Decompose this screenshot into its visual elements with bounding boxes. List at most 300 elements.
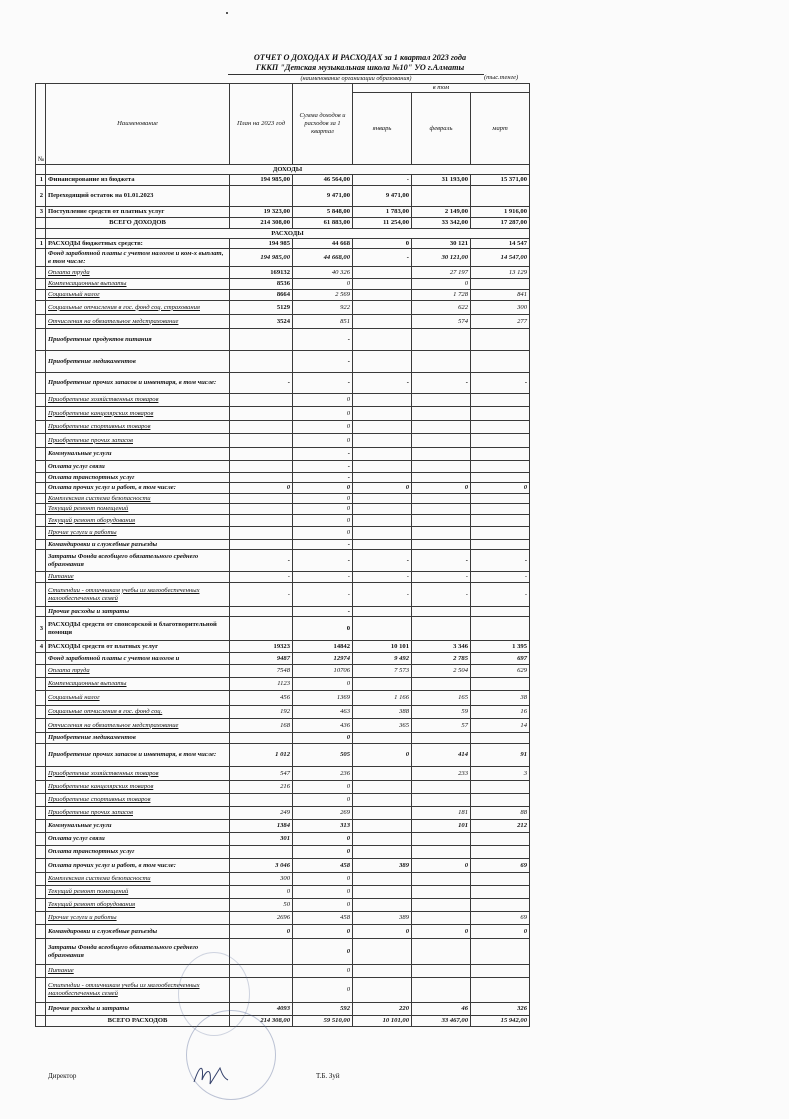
exp-paid-stipend-row <box>36 978 530 1003</box>
expense-total-plan-value: 214 308,00 <box>230 1016 293 1027</box>
exp-paid-transport-january-value <box>353 846 412 859</box>
exp-budget-medins-february-value: 574 <box>412 315 471 329</box>
exp-budget-row <box>36 239 530 249</box>
exp-budget-other-plan-value <box>230 607 293 617</box>
exp-budget-fund-row-number <box>36 550 46 572</box>
exp-paid-travel-january-value: 0 <box>353 925 412 939</box>
exp-budget-other-stock-row-name: Приобретение прочих запасов <box>46 434 230 448</box>
exp-budget-other-services-january-value <box>353 527 412 540</box>
exp-paid-sport-march-value <box>471 794 530 807</box>
exp-budget-comp-january-value <box>353 279 412 290</box>
exp-paid-stationery-row-number <box>36 781 46 794</box>
exp-budget-travel-quarter-sum-value: - <box>293 540 353 550</box>
exp-paid-inventory-row-name: Приобретение прочих запасов и инвентаря, в том числе: <box>46 744 230 767</box>
exp-paid-transport-plan-value <box>230 846 293 859</box>
exp-budget-stipend-january-value: - <box>353 583 412 607</box>
exp-budget-inventory-january-value: - <box>353 373 412 394</box>
exp-budget-payroll-february-value: 30 121,00 <box>412 249 471 267</box>
income-paid-services-plan-value: 19 323,00 <box>230 207 293 218</box>
exp-paid-soctax-january-value: 1 166 <box>353 691 412 706</box>
report-title: ОТЧЕТ О ДОХОДАХ И РАСХОДАХ за 1 квартал 2023 года <box>253 53 467 62</box>
exp-budget-plan-value: 194 985 <box>230 239 293 249</box>
exp-budget-meds-plan-value <box>230 351 293 373</box>
exp-budget-food-row <box>36 329 530 351</box>
exp-budget-inventory-row-name: Приобретение прочих запасов и инвентаря, в том числе: <box>46 373 230 394</box>
exp-paid-stationery-quarter-sum-value: 0 <box>293 781 353 794</box>
exp-paid-comp-january-value <box>353 678 412 691</box>
exp-paid-travel-row-name: Командировки и служебные разъезды <box>46 925 230 939</box>
exp-budget-services-february-value: 0 <box>412 483 471 494</box>
exp-budget-march-value: 14 547 <box>471 239 530 249</box>
exp-paid-medins-row <box>36 719 530 733</box>
exp-paid-repair-equip-plan-value: 50 <box>230 899 293 912</box>
exp-budget-other-services-row-name: Прочие услуги и работы <box>46 527 230 540</box>
exp-paid-meds-row <box>36 733 530 744</box>
exp-paid-stipend-row-number <box>36 978 46 1003</box>
exp-paid-socins-february-value: 59 <box>412 706 471 719</box>
exp-paid-other-stock-row-number <box>36 807 46 820</box>
exp-budget-sport-january-value <box>353 421 412 434</box>
income-paid-services-quarter-sum-value: 5 848,00 <box>293 207 353 218</box>
exp-budget-security-row-number <box>36 494 46 504</box>
exp-paid-meals-row-number <box>36 965 46 978</box>
exp-paid-repair-equip-quarter-sum-value: 0 <box>293 899 353 912</box>
exp-budget-comm-quarter-sum-value: - <box>293 461 353 473</box>
exp-budget-other-services-quarter-sum-value: 0 <box>293 527 353 540</box>
exp-budget-socins-quarter-sum-value: 922 <box>293 301 353 315</box>
exp-budget-wages-february-value: 27 197 <box>412 267 471 279</box>
header-plan: План на 2023 год <box>230 84 293 165</box>
exp-budget-repair-rooms-february-value <box>412 504 471 515</box>
exp-budget-repair-rooms-quarter-sum-value: 0 <box>293 504 353 515</box>
exp-budget-comm-plan-value <box>230 461 293 473</box>
exp-budget-soctax-january-value <box>353 290 412 301</box>
exp-budget-utilities-row <box>36 448 530 461</box>
income-carryover-quarter-sum-value: 9 471,00 <box>293 186 353 207</box>
exp-budget-utilities-march-value <box>471 448 530 461</box>
expense-total-january-value: 10 101,00 <box>353 1016 412 1027</box>
income-total-plan-value: 214 308,00 <box>230 218 293 229</box>
exp-paid-comp-row-name: Компенсационные выплаты <box>46 678 230 691</box>
exp-paid-wages-plan-value: 7548 <box>230 665 293 678</box>
exp-paid-utilities-row-number <box>36 820 46 833</box>
exp-paid-inventory-march-value: 91 <box>471 744 530 767</box>
exp-paid-row-number: 4 <box>36 641 46 653</box>
exp-budget-food-row-name: Приобретение продуктов питания <box>46 329 230 351</box>
exp-budget-services-march-value: 0 <box>471 483 530 494</box>
exp-paid-other-stock-march-value: 88 <box>471 807 530 820</box>
exp-paid-medins-quarter-sum-value: 436 <box>293 719 353 733</box>
expense-total-march-value: 15 942,00 <box>471 1016 530 1027</box>
exp-paid-other-row <box>36 1003 530 1016</box>
exp-budget-security-row <box>36 494 530 504</box>
exp-paid-payroll-quarter-sum-value: 12974 <box>293 653 353 665</box>
exp-budget-meals-plan-value: - <box>230 572 293 583</box>
exp-paid-medins-january-value: 365 <box>353 719 412 733</box>
exp-paid-medins-row-name: Отчисления на обязательное медстрахование <box>46 719 230 733</box>
exp-paid-fund-row-name: Затраты Фонда всеобщего обязательного среднего образования <box>46 939 230 965</box>
income-carryover-row <box>36 186 530 207</box>
exp-budget-transport-february-value <box>412 473 471 483</box>
exp-budget-other-stock-february-value <box>412 434 471 448</box>
exp-budget-other-stock-quarter-sum-value: 0 <box>293 434 353 448</box>
exp-paid-comp-row <box>36 678 530 691</box>
exp-budget-soctax-row-name: Социальный налог <box>46 290 230 301</box>
exp-paid-socins-march-value: 16 <box>471 706 530 719</box>
exp-paid-services-row-name: Оплата прочих услуг и работ, в том числе: <box>46 859 230 873</box>
exp-paid-wages-february-value: 2 504 <box>412 665 471 678</box>
exp-sponsor-row-name: РАСХОДЫ средств от спонсорской и благотворительной помощи <box>46 617 230 641</box>
exp-paid-sport-plan-value <box>230 794 293 807</box>
exp-paid-utilities-row-name: Коммунальные услуги <box>46 820 230 833</box>
exp-paid-stationery-february-value <box>412 781 471 794</box>
exp-paid-repair-rooms-march-value <box>471 886 530 899</box>
director-signature <box>190 1060 230 1088</box>
exp-budget-transport-row-name: Оплата транспортных услуг <box>46 473 230 483</box>
exp-paid-other-quarter-sum-value: 592 <box>293 1003 353 1016</box>
income-carryover-february-value <box>412 186 471 207</box>
income-budget-plan-value: 194 985,00 <box>230 175 293 186</box>
exp-paid-other-stock-february-value: 181 <box>412 807 471 820</box>
exp-budget-fund-row-name: Затраты Фонда всеобщего обязательного среднего образования <box>46 550 230 572</box>
exp-budget-fund-quarter-sum-value: - <box>293 550 353 572</box>
income-total-row <box>36 218 530 229</box>
exp-budget-meds-row-name: Приобретение медикаментов <box>46 351 230 373</box>
exp-paid-transport-march-value <box>471 846 530 859</box>
exp-paid-other-services-row <box>36 912 530 925</box>
units-label: (тыс.тенге) <box>484 74 519 81</box>
income-carryover-march-value <box>471 186 530 207</box>
exp-paid-meals-march-value <box>471 965 530 978</box>
exp-paid-wages-row-number <box>36 665 46 678</box>
exp-paid-sport-row-number <box>36 794 46 807</box>
exp-paid-fund-row <box>36 939 530 965</box>
exp-budget-payroll-january-value: - <box>353 249 412 267</box>
exp-budget-meals-february-value: - <box>412 572 471 583</box>
exp-budget-transport-plan-value <box>230 473 293 483</box>
exp-paid-february-value: 3 346 <box>412 641 471 653</box>
exp-paid-inventory-row <box>36 744 530 767</box>
exp-paid-inventory-plan-value: 1 012 <box>230 744 293 767</box>
exp-budget-food-february-value <box>412 329 471 351</box>
exp-budget-payroll-plan-value: 194 985,00 <box>230 249 293 267</box>
exp-paid-security-february-value <box>412 873 471 886</box>
exp-budget-repair-equip-row <box>36 515 530 527</box>
exp-budget-stipend-plan-value: - <box>230 583 293 607</box>
exp-paid-security-row-name: Комплексная система безопасности <box>46 873 230 886</box>
exp-budget-comm-row-name: Оплата услуг связи <box>46 461 230 473</box>
scan-speck <box>226 12 228 14</box>
exp-budget-other-services-march-value <box>471 527 530 540</box>
exp-paid-socins-row-number <box>36 706 46 719</box>
exp-budget-other-stock-march-value <box>471 434 530 448</box>
exp-paid-other-services-row-name: Прочие услуги и работы <box>46 912 230 925</box>
exp-budget-inventory-march-value: - <box>471 373 530 394</box>
exp-paid-meds-february-value <box>412 733 471 744</box>
exp-budget-other-stock-january-value <box>353 434 412 448</box>
exp-sponsor-march-value <box>471 617 530 641</box>
exp-budget-food-march-value <box>471 329 530 351</box>
exp-paid-household-february-value: 233 <box>412 767 471 781</box>
exp-paid-fund-quarter-sum-value: 0 <box>293 939 353 965</box>
exp-paid-soctax-plan-value: 456 <box>230 691 293 706</box>
exp-paid-comp-quarter-sum-value: 0 <box>293 678 353 691</box>
exp-paid-inventory-february-value: 414 <box>412 744 471 767</box>
exp-budget-security-february-value <box>412 494 471 504</box>
exp-paid-payroll-january-value: 9 492 <box>353 653 412 665</box>
exp-budget-meals-row <box>36 572 530 583</box>
income-total-january-value: 11 254,00 <box>353 218 412 229</box>
exp-paid-repair-rooms-row-name: Текущий ремонт помещений <box>46 886 230 899</box>
organization-name: ГККП "Детская музыкальная школа №10" УО г.Алматы <box>255 63 465 72</box>
exp-budget-comp-plan-value: 8536 <box>230 279 293 290</box>
exp-paid-meals-february-value <box>412 965 471 978</box>
exp-paid-services-plan-value: 3 046 <box>230 859 293 873</box>
exp-budget-repair-equip-march-value <box>471 515 530 527</box>
exp-budget-stationery-january-value <box>353 407 412 421</box>
exp-paid-household-row <box>36 767 530 781</box>
exp-paid-other-services-row-number <box>36 912 46 925</box>
exp-budget-transport-quarter-sum-value: - <box>293 473 353 483</box>
exp-paid-socins-quarter-sum-value: 463 <box>293 706 353 719</box>
exp-budget-travel-february-value <box>412 540 471 550</box>
exp-paid-meals-row <box>36 965 530 978</box>
income-paid-services-february-value: 2 149,00 <box>412 207 471 218</box>
exp-paid-household-row-number <box>36 767 46 781</box>
exp-paid-payroll-row <box>36 653 530 665</box>
exp-budget-household-plan-value <box>230 394 293 407</box>
exp-budget-row-name: РАСХОДЫ бюджетных средств: <box>46 239 230 249</box>
exp-paid-comm-january-value <box>353 833 412 846</box>
exp-paid-utilities-march-value: 212 <box>471 820 530 833</box>
exp-paid-comp-plan-value: 1123 <box>230 678 293 691</box>
exp-paid-soctax-row-number <box>36 691 46 706</box>
exp-budget-socins-row <box>36 301 530 315</box>
organization-caption: (наименование организации образования) <box>228 74 484 83</box>
director-name: Т.Б. Зуй <box>316 1072 340 1080</box>
exp-paid-january-value: 10 101 <box>353 641 412 653</box>
exp-budget-utilities-plan-value <box>230 448 293 461</box>
exp-budget-meals-row-number <box>36 572 46 583</box>
exp-budget-food-plan-value <box>230 329 293 351</box>
exp-budget-services-row <box>36 483 530 494</box>
expense-total-row <box>36 1016 530 1027</box>
exp-paid-stationery-row-name: Приобретение канцелярских товаров <box>46 781 230 794</box>
exp-paid-repair-rooms-row-number <box>36 886 46 899</box>
exp-paid-row-name: РАСХОДЫ средств от платных услуг <box>46 641 230 653</box>
exp-budget-food-row-number <box>36 329 46 351</box>
exp-paid-stipend-january-value <box>353 978 412 1003</box>
exp-budget-fund-march-value: - <box>471 550 530 572</box>
exp-budget-security-january-value <box>353 494 412 504</box>
exp-budget-medins-january-value <box>353 315 412 329</box>
income-budget-march-value: 15 371,00 <box>471 175 530 186</box>
exp-budget-socins-march-value: 300 <box>471 301 530 315</box>
exp-budget-wages-march-value: 13 129 <box>471 267 530 279</box>
exp-budget-comp-quarter-sum-value: 0 <box>293 279 353 290</box>
exp-paid-utilities-row <box>36 820 530 833</box>
exp-paid-comm-row <box>36 833 530 846</box>
exp-paid-other-january-value: 220 <box>353 1003 412 1016</box>
exp-paid-sport-row <box>36 794 530 807</box>
exp-paid-fund-january-value <box>353 939 412 965</box>
exp-budget-socins-row-number <box>36 301 46 315</box>
exp-budget-travel-row-name: Командировки и служебные разъезды <box>46 540 230 550</box>
exp-paid-comp-february-value <box>412 678 471 691</box>
exp-budget-inventory-row-number <box>36 373 46 394</box>
exp-budget-stationery-plan-value <box>230 407 293 421</box>
exp-budget-transport-row-number <box>36 473 46 483</box>
exp-paid-sport-row-name: Приобретение спортивных товаров <box>46 794 230 807</box>
exp-budget-inventory-quarter-sum-value: - <box>293 373 353 394</box>
exp-budget-household-row-number <box>36 394 46 407</box>
exp-sponsor-quarter-sum-value: 0 <box>293 617 353 641</box>
exp-paid-payroll-row-name: Фонд заработной платы с учетом налогов и <box>46 653 230 665</box>
exp-paid-repair-rooms-plan-value: 0 <box>230 886 293 899</box>
exp-budget-other-services-row <box>36 527 530 540</box>
exp-budget-medins-row <box>36 315 530 329</box>
exp-paid-security-row-number <box>36 873 46 886</box>
exp-paid-other-stock-row-name: Приобретение прочих запасов <box>46 807 230 820</box>
exp-paid-stipend-quarter-sum-value: 0 <box>293 978 353 1003</box>
exp-paid-meals-quarter-sum-value: 0 <box>293 965 353 978</box>
exp-paid-stationery-january-value <box>353 781 412 794</box>
exp-budget-socins-january-value <box>353 301 412 315</box>
exp-budget-socins-plan-value: 5129 <box>230 301 293 315</box>
exp-paid-soctax-row <box>36 691 530 706</box>
income-total-february-value: 33 342,00 <box>412 218 471 229</box>
exp-paid-comm-row-name: Оплата услуг связи <box>46 833 230 846</box>
exp-budget-stationery-february-value <box>412 407 471 421</box>
exp-budget-repair-rooms-row-name: Текущий ремонт помещений <box>46 504 230 515</box>
exp-budget-payroll-row-name: Фонд заработной платы с учетом налогов и ком-х выплат, в том числе: <box>46 249 230 267</box>
exp-budget-medins-march-value: 277 <box>471 315 530 329</box>
exp-budget-payroll-row <box>36 249 530 267</box>
exp-paid-soctax-february-value: 165 <box>412 691 471 706</box>
exp-budget-meds-february-value <box>412 351 471 373</box>
exp-paid-transport-row <box>36 846 530 859</box>
exp-paid-travel-february-value: 0 <box>412 925 471 939</box>
exp-paid-stipend-row-name: Стипендии - отличникам учебы из малообеспеченных малообеспеченных семей <box>46 978 230 1003</box>
exp-budget-stipend-row <box>36 583 530 607</box>
exp-paid-wages-january-value: 7 573 <box>353 665 412 678</box>
exp-budget-other-services-plan-value <box>230 527 293 540</box>
exp-sponsor-plan-value <box>230 617 293 641</box>
exp-budget-payroll-march-value: 14 547,00 <box>471 249 530 267</box>
exp-paid-utilities-plan-value: 1384 <box>230 820 293 833</box>
exp-paid-medins-march-value: 14 <box>471 719 530 733</box>
exp-budget-services-january-value: 0 <box>353 483 412 494</box>
exp-budget-other-february-value <box>412 607 471 617</box>
exp-paid-utilities-quarter-sum-value: 313 <box>293 820 353 833</box>
exp-budget-meds-march-value <box>471 351 530 373</box>
exp-budget-household-march-value <box>471 394 530 407</box>
exp-budget-meals-row-name: Питание <box>46 572 230 583</box>
exp-budget-repair-equip-plan-value <box>230 515 293 527</box>
income-total-quarter-sum-value: 61 883,00 <box>293 218 353 229</box>
income-total-row-name: ВСЕГО ДОХОДОВ <box>46 218 230 229</box>
header-name: Наименование <box>46 84 230 165</box>
exp-paid-fund-march-value <box>471 939 530 965</box>
exp-paid-repair-rooms-february-value <box>412 886 471 899</box>
exp-budget-transport-january-value <box>353 473 412 483</box>
income-budget-february-value: 31 193,00 <box>412 175 471 186</box>
exp-budget-socins-february-value: 622 <box>412 301 471 315</box>
exp-paid-utilities-february-value: 101 <box>412 820 471 833</box>
exp-budget-security-row-name: Комплексная система безопасности <box>46 494 230 504</box>
exp-budget-meals-quarter-sum-value: - <box>293 572 353 583</box>
exp-budget-sport-quarter-sum-value: 0 <box>293 421 353 434</box>
exp-paid-meds-march-value <box>471 733 530 744</box>
exp-paid-services-quarter-sum-value: 458 <box>293 859 353 873</box>
exp-budget-wages-quarter-sum-value: 40 326 <box>293 267 353 279</box>
exp-paid-transport-quarter-sum-value: 0 <box>293 846 353 859</box>
exp-paid-comm-plan-value: 301 <box>230 833 293 846</box>
exp-paid-services-february-value: 0 <box>412 859 471 873</box>
exp-paid-other-services-january-value: 389 <box>353 912 412 925</box>
exp-paid-soctax-quarter-sum-value: 1369 <box>293 691 353 706</box>
income-paid-services-row-number: 3 <box>36 207 46 218</box>
exp-budget-soctax-row-number <box>36 290 46 301</box>
exp-budget-utilities-january-value <box>353 448 412 461</box>
exp-budget-repair-equip-february-value <box>412 515 471 527</box>
exp-paid-socins-plan-value: 192 <box>230 706 293 719</box>
exp-budget-fund-february-value: - <box>412 550 471 572</box>
exp-budget-wages-row <box>36 267 530 279</box>
exp-paid-inventory-row-number <box>36 744 46 767</box>
exp-paid-wages-row-name: Оплата труда <box>46 665 230 678</box>
exp-paid-travel-quarter-sum-value: 0 <box>293 925 353 939</box>
exp-budget-transport-row <box>36 473 530 483</box>
exp-paid-stationery-plan-value: 216 <box>230 781 293 794</box>
exp-budget-repair-equip-quarter-sum-value: 0 <box>293 515 353 527</box>
header-including: в том <box>353 84 530 93</box>
exp-paid-payroll-march-value: 697 <box>471 653 530 665</box>
exp-budget-repair-rooms-january-value <box>353 504 412 515</box>
exp-budget-fund-january-value: - <box>353 550 412 572</box>
exp-paid-household-january-value <box>353 767 412 781</box>
exp-paid-socins-row-name: Социальные отчисления в гос. фонд соц. <box>46 706 230 719</box>
exp-budget-other-march-value <box>471 607 530 617</box>
income-budget-row <box>36 175 530 186</box>
exp-budget-stipend-row-number <box>36 583 46 607</box>
exp-budget-payroll-quarter-sum-value: 44 668,00 <box>293 249 353 267</box>
exp-paid-utilities-january-value <box>353 820 412 833</box>
exp-budget-services-row-number <box>36 483 46 494</box>
exp-budget-security-march-value <box>471 494 530 504</box>
exp-paid-payroll-february-value: 2 785 <box>412 653 471 665</box>
exp-paid-stipend-february-value <box>412 978 471 1003</box>
exp-budget-sport-february-value <box>412 421 471 434</box>
exp-budget-meds-january-value <box>353 351 412 373</box>
header-february: февраль <box>412 93 471 165</box>
exp-budget-repair-equip-january-value <box>353 515 412 527</box>
exp-paid-medins-row-number <box>36 719 46 733</box>
exp-budget-security-quarter-sum-value: 0 <box>293 494 353 504</box>
exp-paid-other-services-quarter-sum-value: 458 <box>293 912 353 925</box>
exp-budget-stationery-row <box>36 407 530 421</box>
exp-sponsor-february-value <box>412 617 471 641</box>
exp-paid-household-march-value: 3 <box>471 767 530 781</box>
income-section-title: ДОХОДЫ <box>46 165 530 175</box>
exp-paid-inventory-january-value: 0 <box>353 744 412 767</box>
exp-paid-security-march-value <box>471 873 530 886</box>
exp-budget-household-row <box>36 394 530 407</box>
exp-budget-other-stock-plan-value <box>230 434 293 448</box>
exp-budget-sport-march-value <box>471 421 530 434</box>
expense-section-title: РАСХОДЫ <box>46 229 530 239</box>
exp-paid-meals-january-value <box>353 965 412 978</box>
